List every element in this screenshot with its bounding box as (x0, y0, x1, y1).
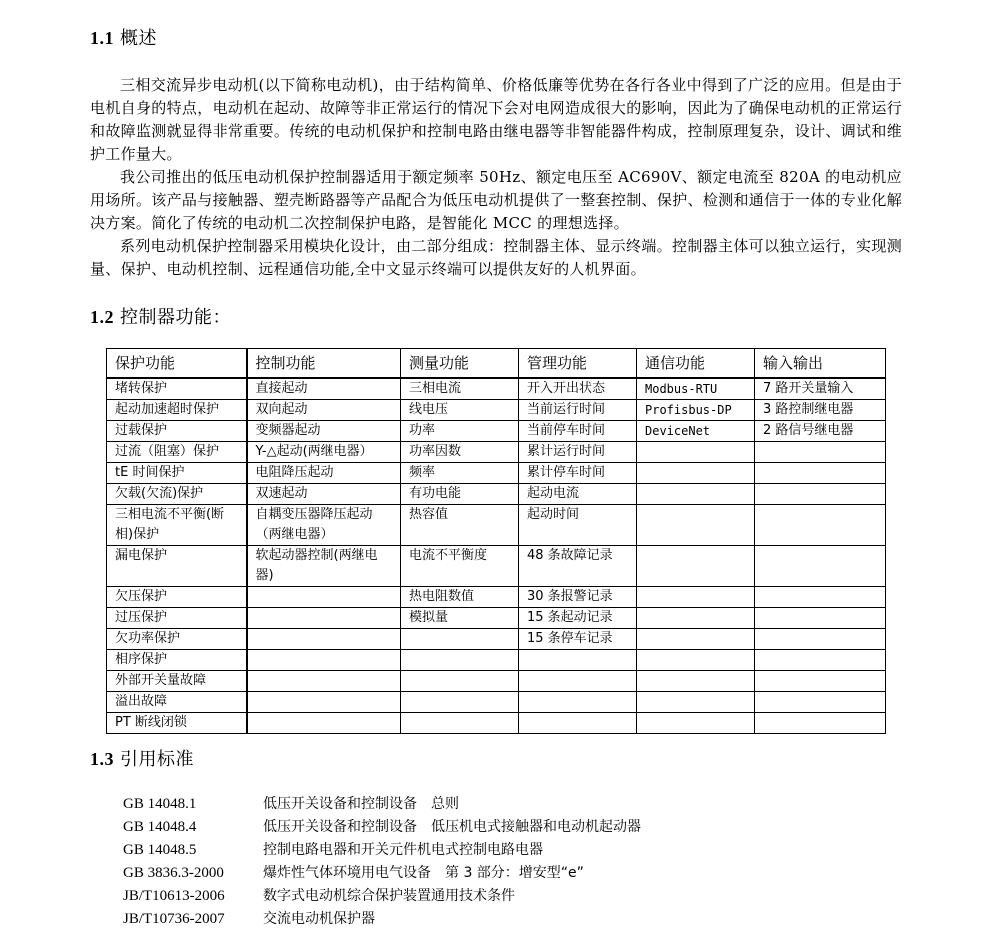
io-cell (755, 608, 886, 629)
table-row (107, 692, 886, 713)
measurement-cell: 热容值 (401, 505, 519, 546)
section-heading-functions: 1.2 控制器功能： (90, 307, 231, 328)
measurement-cell: 热电阻数值 (401, 587, 519, 608)
measurement-cell (401, 692, 519, 713)
measurement-cell: 频率 (401, 463, 519, 484)
table-row (107, 400, 886, 421)
management-cell (519, 671, 637, 692)
standard-item: GB 14048.4 低压开关设备和控制设备 低压机电式接触器和电动机起动器 (123, 819, 641, 835)
table-row (107, 546, 886, 587)
management-cell: 15 条停车记录 (519, 629, 637, 650)
function-table (106, 348, 886, 734)
io-cell (755, 505, 886, 546)
control-cell (247, 671, 401, 692)
control-cell: 自耦变压器降压起动（两继电器） (247, 505, 401, 546)
control-cell: 变频器起动 (247, 421, 401, 442)
protection-cell: PT 断线闭锁 (107, 713, 247, 734)
header-io: 输入输出 (755, 349, 886, 379)
header-protection: 保护功能 (107, 349, 247, 379)
table-row (107, 587, 886, 608)
io-cell: 7 路开关量输入 (755, 378, 886, 400)
control-cell (247, 713, 401, 734)
io-cell (755, 671, 886, 692)
io-cell (755, 650, 886, 671)
table-row (107, 463, 886, 484)
control-cell (247, 692, 401, 713)
control-cell: 双向起动 (247, 400, 401, 421)
protection-cell: 过载保护 (107, 421, 247, 442)
io-cell (755, 546, 886, 587)
measurement-cell: 线电压 (401, 400, 519, 421)
table-row (107, 608, 886, 629)
communication-cell (637, 484, 755, 505)
management-cell (519, 713, 637, 734)
protection-cell: 外部开关量故障 (107, 671, 247, 692)
header-communication: 通信功能 (637, 349, 755, 379)
measurement-cell: 功率 (401, 421, 519, 442)
standard-item: GB 14048.1 低压开关设备和控制设备 总则 (123, 796, 459, 812)
management-cell: 48 条故障记录 (519, 546, 637, 587)
standard-item: GB 3836.3-2000 爆炸性气体环境用电气设备 第 3 部分：增安型“e” (123, 865, 584, 881)
measurement-cell: 模拟量 (401, 608, 519, 629)
table-row (107, 671, 886, 692)
table-header-row (107, 349, 886, 379)
protection-cell: 欠压保护 (107, 587, 247, 608)
io-cell (755, 713, 886, 734)
protection-cell: 三相电流不平衡(断相)保护 (107, 505, 247, 546)
io-cell (755, 442, 886, 463)
standard-item: JB/T10613-2006 数字式电动机综合保护装置通用技术条件 (123, 888, 515, 904)
measurement-cell: 有功电能 (401, 484, 519, 505)
communication-cell (637, 713, 755, 734)
management-cell: 开入开出状态 (519, 378, 637, 400)
communication-cell (637, 546, 755, 587)
overview-paragraph-3: 系列电动机保护控制器采用模块化设计，由二部分组成：控制器主体、显示终端。控制器主体可以独立运行，实现测量、保护、电动机控制、远程通信功能,全中文显示终端可以提供友好的人机界面。 (90, 237, 902, 278)
communication-cell (637, 671, 755, 692)
control-cell: 软起动器控制(两继电器) (247, 546, 401, 587)
table-row (107, 505, 886, 546)
control-cell: 双速起动 (247, 484, 401, 505)
communication-cell (637, 692, 755, 713)
protection-cell: 漏电保护 (107, 546, 247, 587)
communication-cell (637, 650, 755, 671)
header-measurement: 测量功能 (401, 349, 519, 379)
table-row (107, 421, 886, 442)
management-cell: 当前运行时间 (519, 400, 637, 421)
communication-cell: Modbus-RTU (637, 378, 755, 400)
management-cell: 累计运行时间 (519, 442, 637, 463)
communication-cell (637, 629, 755, 650)
table-row (107, 650, 886, 671)
control-cell (247, 629, 401, 650)
io-cell: 3 路控制继电器 (755, 400, 886, 421)
communication-cell (637, 463, 755, 484)
overview-paragraph-1: 三相交流异步电动机(以下简称电动机)，由于结构简单、价格低廉等优势在各行各业中得到了广泛的应用。但是由于电机自身的特点，电动机在起动、故障等非正常运行的情况下会对电网造成很大的影响，因此为了确保电动机的正常运行和故障监测就显得非常重要。传统的电动机保护和控制电路由继电器等非智能器件构成，控制原理复杂，设计、调试和维护工作量大。 (90, 76, 902, 163)
communication-cell (637, 505, 755, 546)
protection-cell: 起动加速超时保护 (107, 400, 247, 421)
measurement-cell: 三相电流 (401, 378, 519, 400)
management-cell (519, 650, 637, 671)
io-cell (755, 587, 886, 608)
overview-paragraph-2: 我公司推出的低压电动机保护控制器适用于额定频率 50Hz、额定电压至 AC690V、额定电流至 820A 的电动机应用场所。该产品与接触器、塑壳断路器等产品配合为低压电动机提供了一整套控制、保护、检测和通信于一体的专业化解决方案。简化了传统的电动机二次控制保护电路，是智能化 MCC 的理想选择。 (90, 168, 902, 232)
section-heading-standards: 1.3 引用标准 (90, 749, 194, 770)
table-row (107, 629, 886, 650)
communication-cell: Profisbus-DP (637, 400, 755, 421)
measurement-cell (401, 671, 519, 692)
communication-cell (637, 608, 755, 629)
standard-item: JB/T10736-2007 交流电动机保护器 (123, 911, 375, 927)
standards-list (123, 792, 641, 930)
table-row (107, 442, 886, 463)
io-cell (755, 629, 886, 650)
control-cell (247, 608, 401, 629)
control-cell: 直接起动 (247, 378, 401, 400)
protection-cell: tE 时间保护 (107, 463, 247, 484)
management-cell (519, 692, 637, 713)
management-cell: 当前停车时间 (519, 421, 637, 442)
control-cell: Y-△起动(两继电器） (247, 442, 401, 463)
standard-item: GB 14048.5 控制电路电器和开关元件机电式控制电路电器 (123, 842, 543, 858)
control-cell (247, 587, 401, 608)
management-cell: 30 条报警记录 (519, 587, 637, 608)
control-cell (247, 650, 401, 671)
communication-cell (637, 587, 755, 608)
table-row (107, 484, 886, 505)
measurement-cell (401, 650, 519, 671)
protection-cell: 堵转保护 (107, 378, 247, 400)
protection-cell: 欠功率保护 (107, 629, 247, 650)
measurement-cell (401, 629, 519, 650)
protection-cell: 溢出故障 (107, 692, 247, 713)
measurement-cell: 功率因数 (401, 442, 519, 463)
table-row (107, 713, 886, 734)
management-cell: 15 条起动记录 (519, 608, 637, 629)
measurement-cell: 电流不平衡度 (401, 546, 519, 587)
management-cell: 累计停车时间 (519, 463, 637, 484)
communication-cell: DeviceNet (637, 421, 755, 442)
header-management: 管理功能 (519, 349, 637, 379)
management-cell: 起动时间 (519, 505, 637, 546)
protection-cell: 相序保护 (107, 650, 247, 671)
io-cell: 2 路信号继电器 (755, 421, 886, 442)
measurement-cell (401, 713, 519, 734)
table-row (107, 378, 886, 400)
io-cell (755, 463, 886, 484)
protection-cell: 过压保护 (107, 608, 247, 629)
protection-cell: 欠载(欠流)保护 (107, 484, 247, 505)
section-heading-overview: 1.1 概述 (90, 28, 157, 49)
io-cell (755, 692, 886, 713)
header-control: 控制功能 (247, 349, 401, 379)
management-cell: 起动电流 (519, 484, 637, 505)
io-cell (755, 484, 886, 505)
communication-cell (637, 442, 755, 463)
protection-cell: 过流（阻塞）保护 (107, 442, 247, 463)
control-cell: 电阻降压起动 (247, 463, 401, 484)
